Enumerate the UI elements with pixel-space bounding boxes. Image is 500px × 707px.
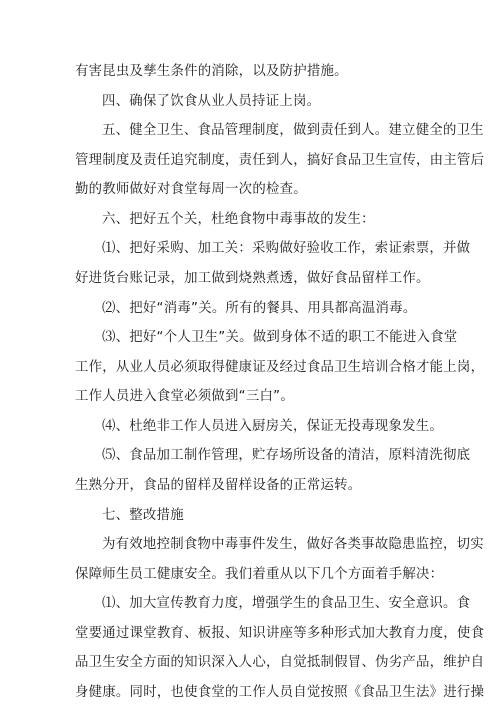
text-line: 身健康。同时，也使食堂的工作人员自觉按照《食品卫生法》进行操 xyxy=(75,685,485,700)
text-line: ⑸、食品加工制作管理，贮存场所设备的清洁，原料清洗彻底 xyxy=(102,448,471,463)
text-line: ⑴、加大宣传教育力度，增强学生的食品卫生、安全意识。食 xyxy=(102,596,471,611)
text-line: 六、把好五个关，杜绝食物中毒事故的发生： xyxy=(102,212,375,227)
text-line: ⑵、把好“消毒”关。所有的餐具、用具都高温消毒。 xyxy=(102,301,417,316)
text-line: 工作人员进入食堂必须做到“三白”。 xyxy=(75,389,294,404)
text-line: 工作，从业人员必须取得健康证及经过食品卫生培训合格才能上岗， xyxy=(75,360,485,375)
text-line: 有害昆虫及孳生条件的消除，以及防护措施。 xyxy=(75,64,348,79)
section-heading: 七、整改措施 xyxy=(102,508,184,523)
text-line: 为有效地控制食物中毒事件发生，做好各类事故隐患监控，切实 xyxy=(102,537,484,552)
text-line: 四、确保了饮食从业人员持证上岗。 xyxy=(102,94,321,109)
text-line: 保障师生员工健康安全。我们着重从以下几个方面着手解决： xyxy=(75,567,444,582)
text-line: 堂要通过课堂教育、板报、知识讲座等多种形式加大教育力度，使食 xyxy=(75,626,485,641)
text-line: ⑶、把好“个人卫生”关。做到身体不适的职工不能进入食堂 xyxy=(102,330,458,345)
text-line: 生熟分开，食品的留样及留样设备的正常运转。 xyxy=(75,478,362,493)
text-line: ⑴、把好采购、加工关：采购做好验收工作，索证索票，并做 xyxy=(102,241,471,256)
text-line: 勤的教师做好对食堂每周一次的检查。 xyxy=(75,182,307,197)
text-line: 管理制度及责任追究制度，责任到人，搞好食品卫生宣传，由主管后 xyxy=(75,153,485,168)
text-line: 好进货台账记录，加工做到烧熟煮透，做好食品留样工作。 xyxy=(75,271,430,286)
text-line: 五、健全卫生、食品管理制度，做到责任到人。建立健全的卫生 xyxy=(102,123,484,138)
text-line: ⑷、杜绝非工作人员进入厨房关，保证无投毒现象发生。 xyxy=(102,419,444,434)
text-line: 品卫生安全方面的知识深入人心，自觉抵制假冒、伪劣产品，维护自 xyxy=(75,655,485,670)
